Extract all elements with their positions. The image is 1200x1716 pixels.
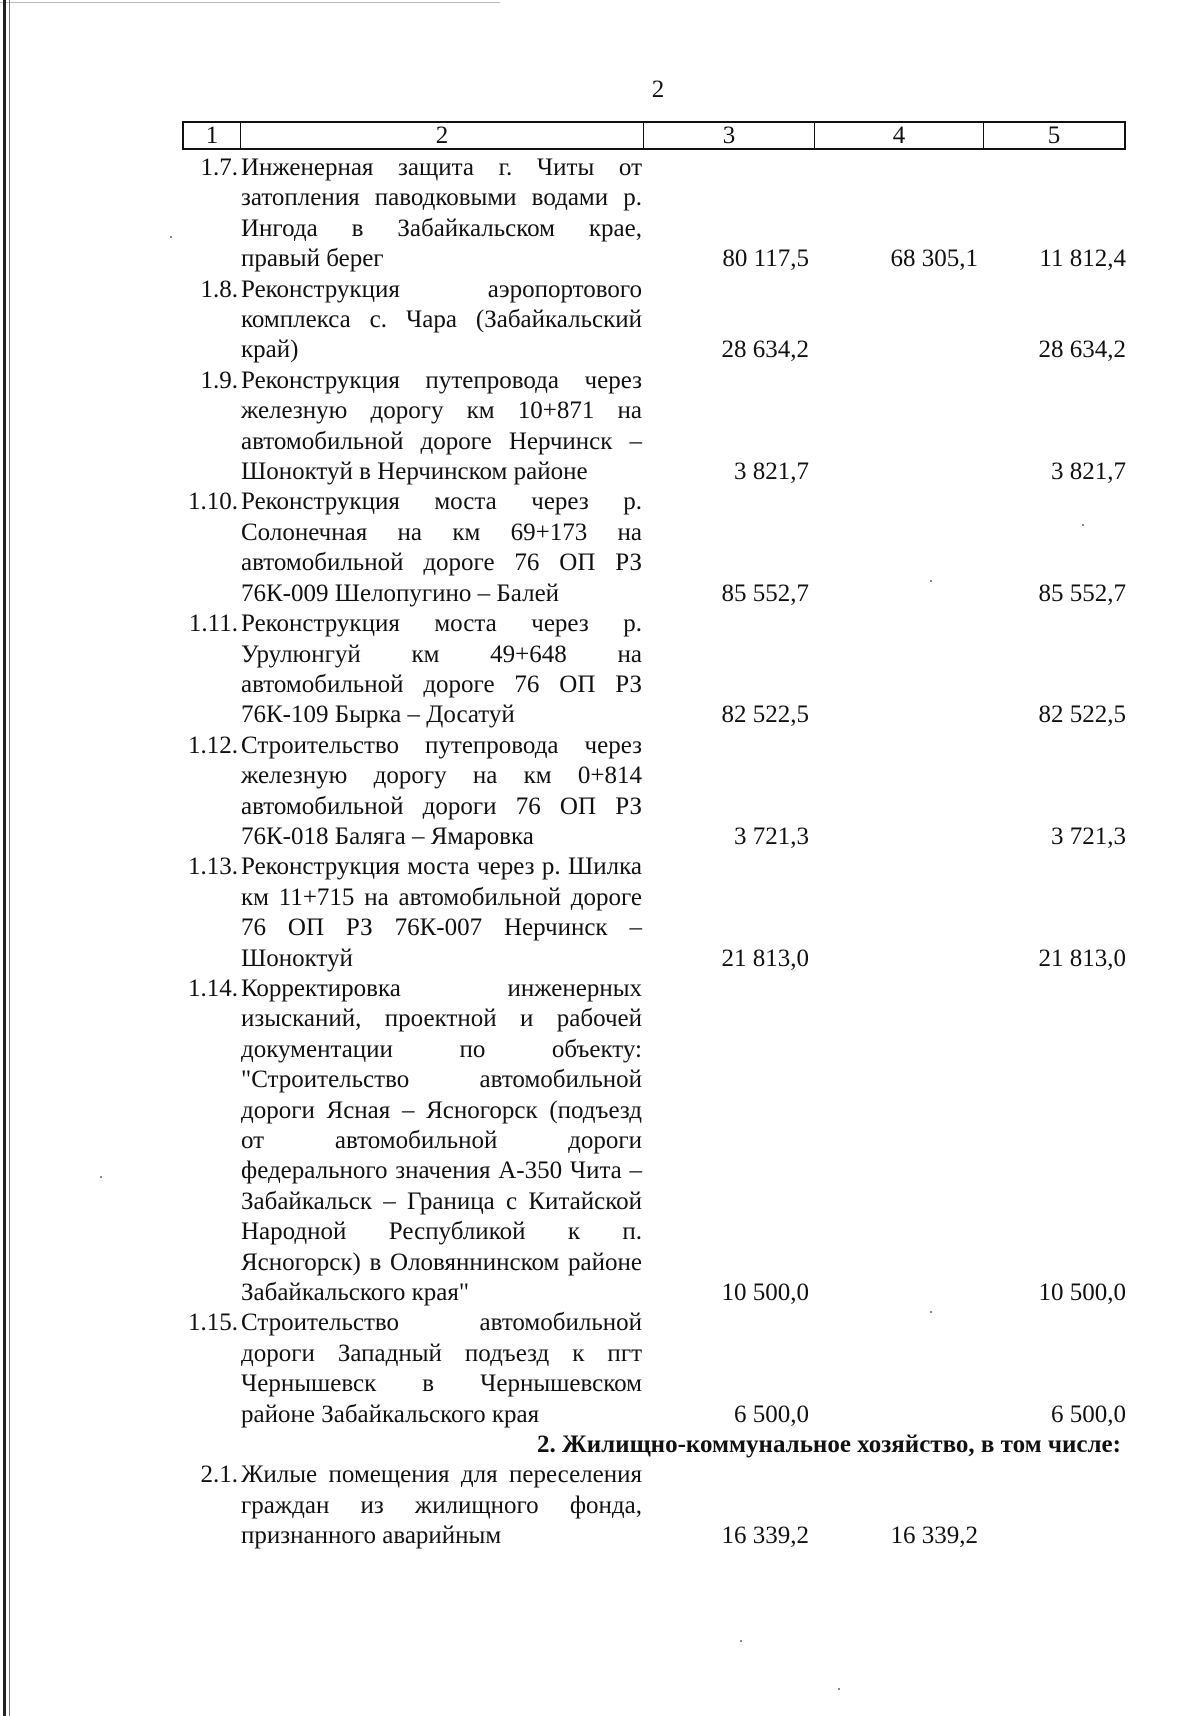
scan-speck [838,1688,840,1690]
scan-artifact-top-line [0,2,500,3]
value-col5: 10 500,0 [1038,1279,1126,1307]
item-name: Реконструкция моста через р. Солонечная на км 69+173 на автомобильной дороге 76 ОП РЗ 76К-009 Шелопугино – Балей [241,488,642,607]
value-col3: 21 813,0 [721,944,809,972]
value-col5: 21 813,0 [1038,944,1126,972]
item-name: Реконструкция аэропортового комплекса с. Чара (Забайкальский край) [241,275,642,364]
value-col3: 3 821,7 [734,458,809,486]
table-body [182,153,1126,1552]
table-row [182,487,1126,609]
value-col5: 6 500,0 [1051,1400,1126,1428]
item-number: 1.8. [200,275,238,303]
item-name: Строительство путепровода через железную дорогу на км 0+814 автомобильной дороги 76 ОП РЗ 76К-018 Баляга – Ямаровка [241,731,642,850]
item-name: Жилые помещения для переселения граждан из жилищного фонда, признанного аварийным [241,1461,642,1550]
table-row [182,974,1126,1308]
table-header-cell: 5 [1047,122,1061,149]
table-row [182,1460,1126,1551]
table-header-cell: 3 [644,123,815,148]
scan-speck [100,1176,102,1178]
table-row [182,1308,1126,1430]
item-number: 2.1. [200,1461,238,1489]
item-number: 1.11. [188,610,238,638]
table-row [182,731,1126,853]
table-row [182,366,1126,488]
item-name: Строительство автомобильной дороги Западный подъезд к пгт Чернышевск в Чернышевском районе Забайкальского края [241,1309,642,1428]
page-number: 2 [651,76,665,103]
item-number: 1.7. [200,154,238,181]
value-col5: 11 812,4 [1039,245,1126,273]
value-col4: 68 305,1 [890,245,978,273]
scan-speck [930,580,932,582]
scan-speck [1082,524,1084,526]
value-col3: 16 339,2 [721,1522,809,1550]
table-row [182,275,1126,366]
value-col3: 10 500,0 [721,1279,809,1307]
value-col5: 28 634,2 [1038,336,1126,364]
item-number: 1.15. [188,1309,238,1337]
item-number: 1.13. [188,853,238,881]
table-row [182,609,1126,731]
scan-artifact-left-edge-thin [9,0,10,1716]
value-col5: 3 821,7 [1051,458,1126,486]
value-col3: 85 552,7 [721,579,809,607]
value-col3: 28 634,2 [721,336,809,364]
value-col5: 82 522,5 [1038,701,1126,729]
item-name: Реконструкция путепровода через железную дорогу км 10+871 на автомобильной дороге Нерчинск – Шоноктуй в Нерчинском районе [241,366,642,486]
scan-speck [930,1311,932,1313]
value-col3: 80 117,5 [722,245,809,273]
item-name: Корректировка инженерных изысканий, проектной и рабочей документации по объекту: "Строительство автомобильной дороги Ясная – Ясногорск (подъезд от автомобильной дороги федерального значения А-350 Чита – Забайкальск – Граница с Китайской Народной Республикой к п. Ясногорск) в Оловяннинском районе Забайкальского края" [241,974,642,1307]
item-number: 1.9. [200,366,238,394]
value-col5: 85 552,7 [1038,579,1126,607]
section-heading: 2. Жилищно-коммунальное хозяйство, в том числе: [537,1431,1121,1459]
value-col5: 3 721,3 [1051,822,1126,850]
value-col3: 3 721,3 [734,822,809,850]
item-name: Инженерная защита г. Читы от затопления паводковыми водами р. Ингода в Забайкальском крае, правый берег [241,154,642,273]
scan-speck [170,236,172,238]
item-name: Реконструкция моста через р. Шилка км 11+715 на автомобильной дороге 76 ОП РЗ 76К-007 Нерчинск – Шоноктуй [241,853,642,972]
table-header-row [182,121,1126,150]
item-number: 1.14. [188,974,238,1002]
table-header-cell: 4 [815,123,984,148]
table-row [182,153,1126,275]
item-name: Реконструкция моста через р. Урулюнгуй км 49+648 на автомобильной дороге 76 ОП РЗ 76К-109 Бырка – Досатуй [241,610,642,729]
value-col3: 82 522,5 [721,701,809,729]
scan-speck [740,1640,742,1642]
item-number: 1.10. [188,488,238,516]
table-header-cell: 1 [184,123,241,148]
value-col3: 6 500,0 [734,1400,809,1428]
table-header-cell: 2 [241,123,644,148]
value-col4: 16 339,2 [890,1522,978,1550]
item-number: 1.12. [188,731,238,759]
scan-artifact-left-edge [3,0,6,1716]
table-row [182,852,1126,974]
